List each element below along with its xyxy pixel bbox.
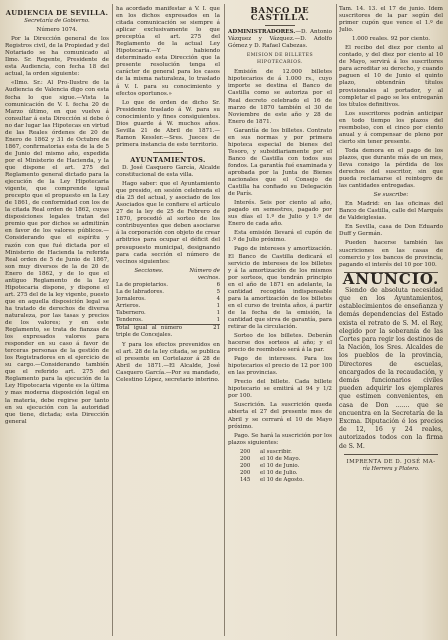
table-cell: 6 [216, 281, 220, 288]
table-cell: el 10 de Agosto. [260, 476, 304, 483]
paragraph: Pueden hacerse también las suscriciones en las casas de comercio y los bancos de provincia, pagando el interés del 10 por 100. [339, 240, 443, 268]
table-row [240, 449, 323, 456]
paragraph: Tam. 14. 13. el 17 de junio. Idem suscritores de la par según del primer cupón que vence el 1.º de Julio. [339, 6, 443, 34]
emission-label: EMISION DE BILLETES HIPOTECARIOS. [246, 53, 314, 66]
paragraph: D. José Casquero García, Alcalde constitucional de esta villa. [116, 164, 220, 179]
sections-table [116, 268, 220, 339]
announcement-heading: ANUNCIO. [342, 269, 440, 288]
table-row [116, 282, 220, 289]
table-total-row [116, 324, 220, 339]
table-cell: 200 [240, 469, 251, 476]
printer-line: IMPRENTA DE D. JOSÉ MA- [346, 458, 436, 465]
paragraph: Siendo de absoluta necesidad que en los Ayuntamientos, establecimientos de enseñanza y demás dependencias del Estado exista el retrato de S. M. el Rey, elegido por la soberanía de las Cortes para regir los destinos de la Nación, los Sres. Alcaldes de los pueblos de la provincia, Directores de escuelas, encargados de la recaudación, y demás funcionarios civiles pueden adquirir los ejemplares que estimen convenientes, en casa de Don ....... que se encuentra en la Secretaría de la Excma. Diputación é los precios de 12, 16 y 24 reales, autorizados todos con la firma de S. M. [339, 286, 443, 450]
table-cell: 1 [216, 309, 220, 316]
table-cell: el 10 de Junio. [260, 462, 300, 469]
paragraph: ha acordado manifestar á V. I. que en los dichos expresados en la citada comunicación se siempre á aplicar exclusivamente lo que preceptúa el art. 275 del Reglamento de la actual Ley Hipotecaria.—Y habiendo determinado esta Dirección que la presente resolución tenga el carácter de general para los casos de la misma naturaleza, lo traslado á V. I. para su conocimiento y efectos oportunos.» [116, 6, 220, 97]
table-row [116, 317, 220, 325]
paragraph: En Madrid: en las oficinas del Banco de Castilla, calle del Marqués de Valdeiglesias. [339, 201, 443, 222]
printer-line: ría Herrera y Platero. [362, 465, 420, 472]
table-cell: Tabernero. [116, 309, 146, 316]
payment-plan-table [240, 449, 323, 484]
table-cell: 1 [216, 316, 220, 323]
table-row [240, 477, 323, 484]
table-cell: el 10 de Julio. [260, 469, 298, 476]
table-cell: Jornaleros. [116, 295, 146, 302]
paragraph: Interés. Seis por ciento al año, pagado en semestres, pagado por sus días el 1.º de Julio y 1.º de Enero de cada año. [228, 200, 332, 228]
column-1 [5, 6, 109, 634]
table-cell: 4 [216, 295, 220, 302]
table-cell: 145 [240, 476, 251, 483]
column-rule [112, 4, 113, 636]
table-cell: 1 [216, 302, 220, 309]
paragraph: Esta emisión llevará el cupón de 1.º de Julio próximo. [228, 230, 332, 244]
paragraph: Y para los efectos prevenidos en el art. 28 de la ley citada, se publica el presente en Cortelazor á 28 de Abril de 1871.—El Alcalde, José Casquero García.—Por su mandado, Celestino López, secretario interino. [116, 341, 220, 383]
paragraph: Los suscritores podrán anticipar en todo tiempo los plazos del reembolso, con el cinco por ciento anual y á compensar de pleno por cierto sin tener presente. [339, 110, 443, 145]
section-subheading: Secretaría de Gobierno. [24, 18, 90, 25]
paragraph: Garantía de los billetes. Contrato en sus normas y por primera hipoteca especial de bienes del Tesoro, y subsidiariamente por el Banco de Castilla con todos sus fondos. La garantía fué examinada y aprobada por la Junta de Bienes nacionales que el Consejo de Castilla ha confiado su Delegación de París. [228, 127, 332, 198]
table-cell: 21 [213, 324, 220, 331]
table-cell: al suscribir. [260, 448, 292, 455]
paragraph: «Ilmo. Sr.: Al Pro-Ilustre de la Audiencia de Valencia digo con esta fecha lo que sigue.—Vista la comunicación de V. I. fecha 20 de Marzo último, en que vuelvo á consultar á esta Dirección si debe ó no dar lugar las Hipotecas en virtud de las Reales órdenes de 20 de Enero de 1862 y 31 de Octubre de 1867, confirmatorias esta de la de 5 de Junio del mismo año, expedida por el Ministerio de Hacienda, y la que dispone el art. 275 del Reglamento general dictado para la ejecución de la Ley Hipotecaria vigente, que comprende igual precepto que el propuesto en la Ley de 1861, de conformidad con los de la citada Real orden de 1862, cuyas disposiciones legales tratan del premio que por dichos se admitirán en favor de los valores públicos.—Considerando que el espíritu y razón con que fué dictada por el Ministerio de Hacienda la referida Real orden de 5 de Junio de 1867, son muy diversos de la de 20 de Enero de 1862, y de lo que el antiguo Reglamento de la Ley Hipotecaria dispone, y dispone el art. 275 del de la ley vigente, puesto que en aquella disposición legal se ha tratado de derechos de diversa naturaleza, por las tasas y precios de los valores; y en este Reglamento, se trata de fianzas de los expresados valores para responder en su caso á favor de terceras personas de la gestión de los Registradores en el ejercicio de su cargo.—Considerando también que el referido art. 275 del Reglamento para la ejecución de la Ley Hipotecaria vigente es la última y mas moderna disposición legal en la materia, debe regirse por tanto en su ejecución con la autoridad que tiene, dictada; esta Dirección general [5, 80, 109, 425]
notice-number: Número 1074. [36, 27, 78, 34]
table-cell: 5 [216, 288, 220, 295]
table-header-row [116, 268, 220, 282]
table-cell: el 10 de Mayo. [260, 455, 301, 462]
admin-text: —D. Antonio Vázquez y Vázquez.—D. Adolfo Gómez y D. Rafael Cabezas. [228, 29, 332, 50]
divider [153, 152, 183, 153]
paragraph: Lo que de orden de dicho Sr. Presidente traslado á W. para su conocimiento y fines consiguientes. Dios guarde á W. muchos años. Sevilla 21 de Abril de 1871.—Ramon Kessler.—Sres. Jueces de primera instancia de este territorio. [116, 99, 220, 148]
section-heading: AYUNTAMIENTOS. [130, 155, 206, 164]
paragraph: En Sevilla, casa de Don Eduardo Duff y Germán. [339, 224, 443, 238]
paragraph: Pago de intereses y amortización. El Banco de Castilla dedicará el servicio de intereses de los billetes y á la amortización de los mismos por sorteos, que tendrán principio en el año de 1871 en adelante, la cantidad recogida indispensable para la amortización de los billetes en el curso de treinta años, á partir de la fecha de la emisión, la cantidad que sirva de garantía, para retirar de la circulación. [228, 246, 332, 330]
divider [265, 25, 295, 26]
paragraph: Suscrición. La suscrición queda abierta el 27 del presente mes de Abril y se cerrará el 10 de Mayo próximo. [228, 402, 332, 430]
column-2 [116, 6, 220, 634]
table-cell: 200 [240, 462, 251, 469]
table-row [240, 463, 323, 470]
section-heading: AUDIENCIA DE SEVILLA. [5, 9, 109, 17]
paragraph [228, 29, 332, 50]
table-cell: Total igual al número triple de Concejales. [116, 324, 182, 338]
table-row [116, 310, 220, 317]
admin-label: ADMINISTRADORES. [228, 29, 296, 36]
divider [344, 454, 438, 455]
column-3 [228, 6, 332, 634]
table-row [116, 289, 220, 296]
table-cell: Tenderos. [116, 316, 143, 323]
table-cell: La de labradores. [116, 288, 164, 295]
table-cell: Arrieros. [116, 302, 141, 309]
column-4 [339, 6, 443, 634]
table-row [116, 296, 220, 303]
table-header-cell: Número de vecinos. [189, 267, 220, 281]
paragraph: Sorteo de los billetes. Deberán hacerse dos sorteos al año; y el precio de reembolso será á la par. [228, 333, 332, 354]
paragraph: Precio del billete. Cada billete hipotecario se emitirá al 94 y 1/2 por 100. [228, 379, 332, 400]
paragraph: Emisión de 12.000 billetes hipotecarios de á 1.000 rs., cuyo importe se destina el Banco de Castilla como se autoriza por el Real decreto celebrado el 16 de marzo de 1870 también el 30 de Noviembre de este año y 28 de Enero de 1871. [228, 69, 332, 125]
paragraph: Pago de intereses. Para los hipotecarios el precio de 12 por 100 en las provincias. [228, 356, 332, 377]
table-cell: 200 [240, 455, 251, 462]
bank-title: BANCO DE CASTILLA. [250, 6, 310, 24]
table-row [116, 303, 220, 310]
table-cell: 200 [240, 448, 251, 455]
paragraph: Hago saber: que el Ayuntamiento que presido, en sesión celebrada el día 25 del actual, y asociado de los Asociados que le confiere el artículo 27 de la ley de 25 de Febrero de 1870, procedió al sorteo de los contribuyentes que deben asociarse á la corporación con objeto de crear arbitrios para ocupar el déficit del presupuesto municipal, designando para cada sección el número de vecinos siguientes: [116, 181, 220, 265]
paragraph: El recibo del diez por ciento al contado, y del diez por ciento al 10 de Mayo, servirá á los suscritores para acreditar su derecho, y cuando paguen el 10 de Junio el quinto plazo, obtendrán títulos provisionales al portador, y al completar el pago se les entregarán los títulos definitivos. [339, 45, 443, 108]
table-row [240, 456, 323, 463]
paragraph: Pago. Se hará la suscrición por los plazos siguientes: [228, 432, 332, 446]
column-rule [336, 4, 337, 636]
subscribe-heading: Se suscribe: [373, 192, 409, 199]
table-row [240, 470, 323, 477]
paragraph: 1.000 reales. 92 por ciento. [351, 36, 431, 43]
table-cell: La de propietarios. [116, 281, 168, 288]
table-header-cell: Secciones. [134, 267, 164, 274]
paragraph: Por la Dirección general de los Registros civil, de la Propiedad y del Notariado se ha comunicado al Ilmo. Sr. Regente, Presidente de esta Audiencia, con fecha 18 del actual, la orden siguiente: [5, 36, 109, 78]
paragraph: Toda demora en el pago de los plazos, que durante más de un mes, lleva consigo la pérdida de los derechos del suscritor, sin que pueda reclamarse el reintegro de las cantidades entregadas. [339, 147, 443, 190]
column-rule [224, 4, 225, 636]
